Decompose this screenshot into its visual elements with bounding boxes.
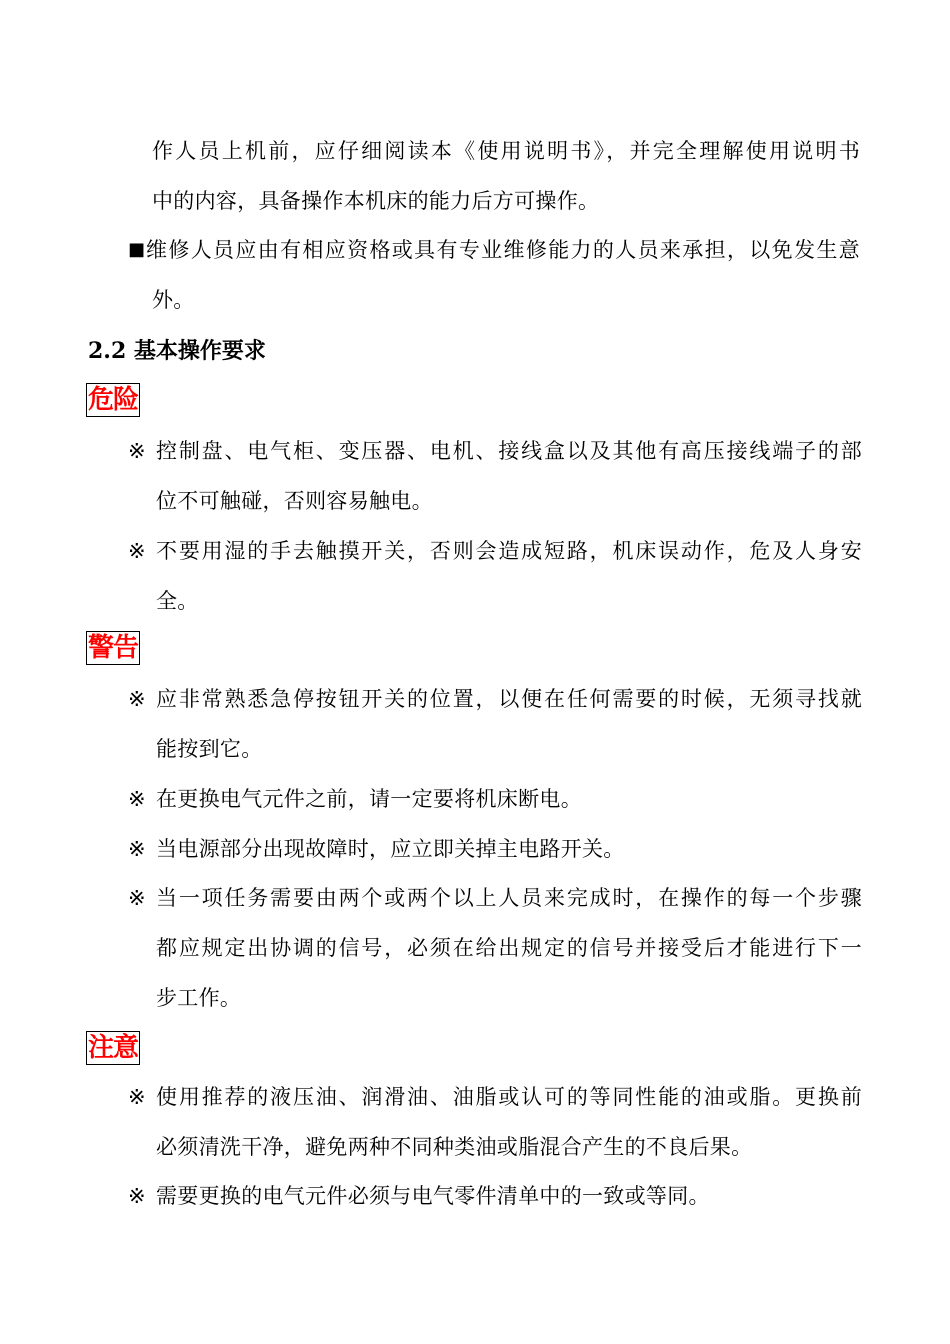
reference-mark-icon: ※ [128,787,146,811]
list-item-line: 必须清洗干净，避免两种不同种类油或脂混合产生的不良后果。 [156,1135,753,1159]
list-item-line: 步工作。 [156,986,242,1010]
list-item-line: 应非常熟悉急停按钮开关的位置，以便在任何需要的时候，无须寻找就 [156,687,862,711]
reference-mark-icon: ※ [128,1184,146,1208]
list-item-line: 全。 [156,589,199,613]
list-item-line: 能按到它。 [156,737,263,761]
reference-mark-icon: ※ [128,687,146,711]
list-item-line: 都应规定出协调的信号，必须在给出规定的信号并接受后才能进行下一 [156,936,862,960]
list-item-line: 当电源部分出现故障时，应立即关掉主电路开关。 [156,837,625,861]
list-item-line: 使用推荐的液压油、润滑油、油脂或认可的等同性能的油或脂。更换前 [156,1085,862,1109]
paragraph-line: 作人员上机前，应仔细阅读本《使用说明书》，并完全理解使用说明书 [152,139,860,163]
reference-mark-icon: ※ [128,1085,146,1109]
list-item-line: 位不可触碰，否则容易触电。 [156,489,433,513]
reference-mark-icon: ※ [128,439,146,463]
section-heading: 2.2 基本操作要求 [88,338,266,364]
danger-label: 危险 [88,385,139,415]
paragraph-line: 中的内容，具备操作本机床的能力后方可操作。 [152,189,600,213]
warning-label: 警告 [88,633,139,663]
paragraph-line: 维修人员应由有相应资格或具有专业维修能力的人员来承担，以免发生意 [146,238,860,262]
reference-mark-icon: ※ [128,837,146,861]
paragraph-line: 外。 [152,288,195,312]
reference-mark-icon: ※ [128,886,146,910]
reference-mark-icon: ※ [128,539,146,563]
list-item-line: 当一项任务需要由两个或两个以上人员来完成时，在操作的每一个步骤 [156,886,862,910]
list-item-line: 在更换电气元件之前，请一定要将机床断电。 [156,787,582,811]
list-item-line: 不要用湿的手去触摸开关，否则会造成短路，机床误动作，危及人身安 [156,539,862,563]
list-item-line: 需要更换的电气元件必须与电气零件清单中的一致或等同。 [156,1184,710,1208]
list-item-line: 控制盘、电气柜、变压器、电机、接线盒以及其他有高压接线端子的部 [156,439,862,463]
caution-label: 注意 [88,1033,139,1063]
square-bullet-icon: ■ [128,239,146,260]
